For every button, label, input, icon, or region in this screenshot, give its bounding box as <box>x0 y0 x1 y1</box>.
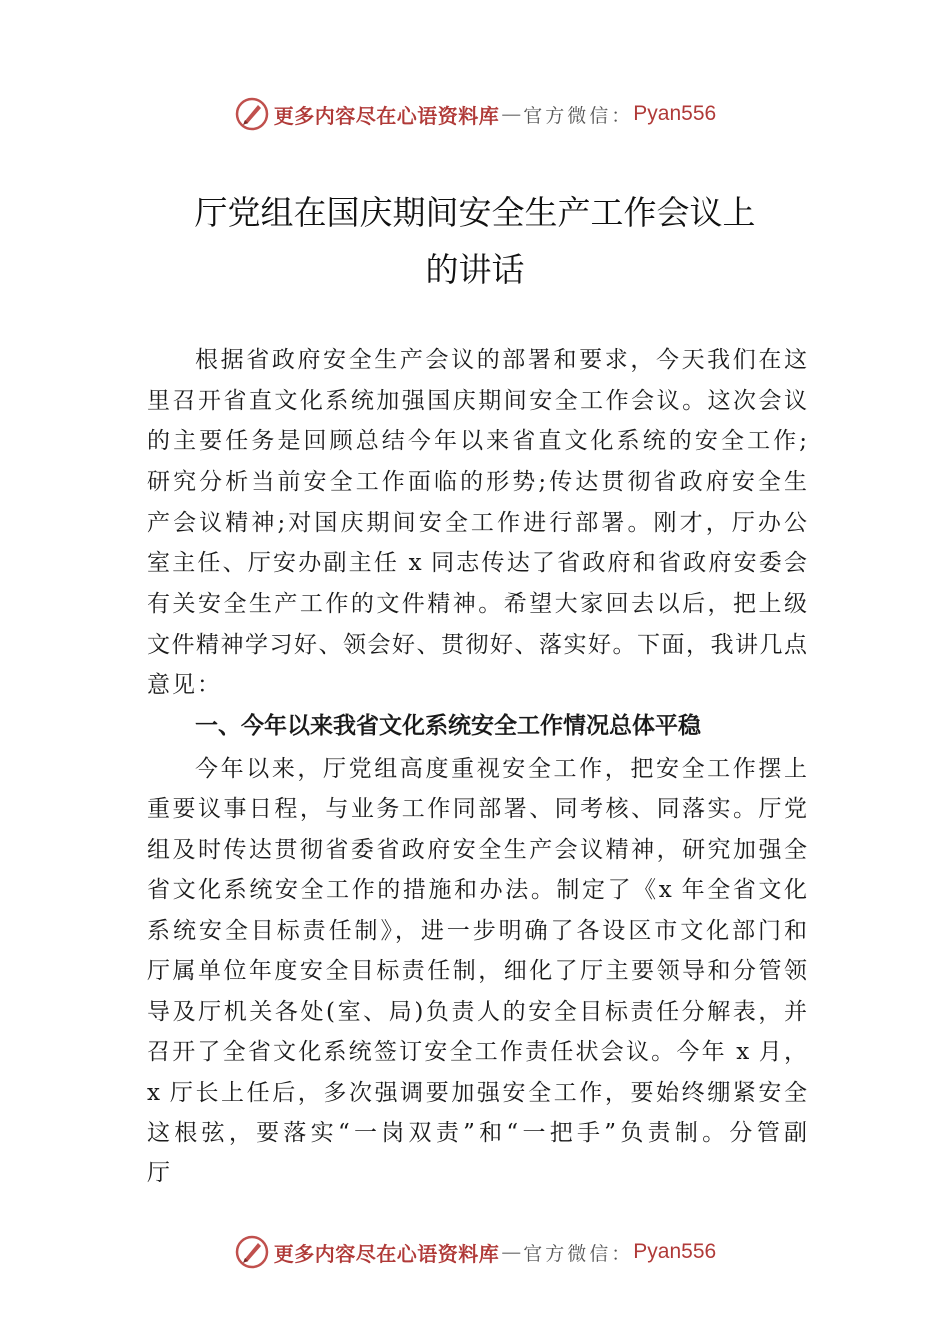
pen-logo-icon <box>234 1234 270 1270</box>
banner-wechat-id: Pyan556 <box>633 102 717 125</box>
paragraph-2-line: x 厅长上任后，多次强调要加强安全工作，要始终绷紧安全 <box>147 1080 807 1106</box>
paragraph-1-line: 里召开省直文化系统加强国庆期间安全工作会议。这次会议 <box>147 388 807 414</box>
paragraph-1-line: 有关安全生产工作的文件精神。希望大家回去以后，把上级 <box>147 591 807 617</box>
paragraph-1-line: 的主要任务是回顾总结今年以来省直文化系统的安全工作; <box>147 428 807 454</box>
banner-brand-text: 更多内容尽在心语资料库 <box>273 1241 500 1266</box>
paragraph-1-line: 产会议精神;对国庆期间安全工作进行部署。刚才，厅办公 <box>147 510 807 536</box>
banner-separator: — <box>501 1240 522 1264</box>
paragraph-1-line: 根据省政府安全生产会议的部署和要求，今天我们在这 <box>195 347 807 373</box>
paragraph-2-line: 组及时传达贯彻省委省政府安全生产会议精神，研究加强全 <box>147 837 807 863</box>
footer-banner <box>0 1230 950 1274</box>
document-title-line-2: 的讲话 <box>425 250 525 289</box>
section-1-heading: 一、今年以来我省文化系统安全工作情况总体平稳 <box>195 713 701 739</box>
banner-wechat-label: 官方微信： <box>523 104 634 127</box>
banner-wechat-id: Pyan556 <box>633 1240 717 1263</box>
paragraph-1-line: 研究分析当前安全工作面临的形势;传达贯彻省政府安全生 <box>147 469 807 495</box>
paragraph-1-line: 文件精神学习好、领会好、贯彻好、落实好。下面，我讲几点 <box>147 632 807 658</box>
banner-brand-text: 更多内容尽在心语资料库 <box>273 103 500 128</box>
document-title-line-1: 厅党组在国庆期间安全生产工作会议上 <box>194 193 756 232</box>
banner-wechat-label: 官方微信： <box>523 1242 634 1265</box>
paragraph-1-line: 室主任、厅安办副主任 x 同志传达了省政府和省政府安委会 <box>147 550 807 576</box>
paragraph-2-line: 厅 <box>147 1160 172 1186</box>
paragraph-2-line: 召开了全省文化系统签订安全工作责任状会议。今年 x 月， <box>147 1039 807 1065</box>
paragraph-2-line: 导及厅机关各处(室、局)负责人的安全目标责任分解表，并 <box>147 999 807 1025</box>
paragraph-1-line: 意见： <box>147 672 222 698</box>
paragraph-2-line: 今年以来，厅党组高度重视安全工作，把安全工作摆上 <box>195 756 807 782</box>
pen-logo-icon <box>234 96 270 132</box>
paragraph-2-line: 省文化系统安全工作的措施和办法。制定了《x 年全省文化 <box>147 877 807 903</box>
paragraph-2-line: 厅属单位年度安全目标责任制，细化了厅主要领导和分管领 <box>147 958 807 984</box>
paragraph-2-line: 这根弦，要落实“一岗双责”和“一把手”负责制。分管副 <box>147 1120 807 1146</box>
banner-separator: — <box>501 102 522 126</box>
paragraph-2-line: 系统安全目标责任制》，进一步明确了各设区市文化部门和 <box>147 918 807 944</box>
paragraph-2-line: 重要议事日程，与业务工作同部署、同考核、同落实。厅党 <box>147 796 807 822</box>
header-banner <box>0 92 950 136</box>
